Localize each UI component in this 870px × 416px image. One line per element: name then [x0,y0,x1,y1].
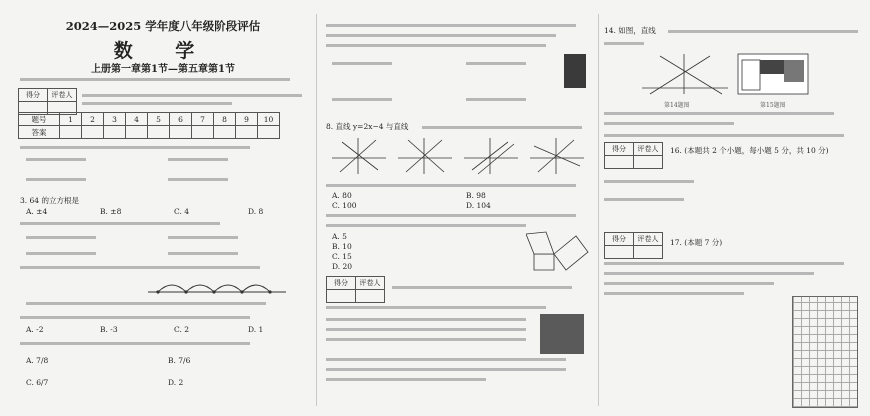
answer-number: 3 [104,113,126,126]
number-line-figure [148,274,288,300]
question-14-figure [640,52,730,96]
question-number-line-options-placeholder [26,302,266,305]
answer-number: 5 [148,113,170,126]
column-divider [316,14,317,406]
question-7-option-placeholder [332,62,392,65]
question-1-option-placeholder [26,158,86,161]
section-three-heading-placeholder [604,134,844,137]
column-middle [326,0,594,416]
answer-number: 7 [192,113,214,126]
question-16-placeholder [604,198,684,201]
answer-cell[interactable] [126,126,148,139]
question-5-option-a[interactable]: A. -2 [26,325,44,334]
question-14: 14. 如图，直线 [604,26,656,35]
question-4-option-placeholder [26,252,96,255]
answer-number: 9 [236,113,258,126]
question-9-option-a[interactable]: A. 80 [332,191,352,200]
answer-cell[interactable] [214,126,236,139]
question-10-option-c[interactable]: C. 15 [332,252,352,261]
question-3-option-c[interactable]: C. 4 [174,207,190,216]
question-1-option-placeholder [168,158,228,161]
question-17: 17. (本题 7 分) [670,238,723,247]
answer-cell[interactable] [60,126,82,139]
question-17-placeholder [604,282,774,285]
answer-number: 6 [170,113,192,126]
score-label: 得分 [19,89,48,102]
question-10-figure [526,226,590,272]
question-3: 3. 64 的立方根是 [20,196,79,205]
question-16-placeholder [604,180,694,183]
question-7-option-placeholder [466,98,526,101]
question-10-placeholder [326,224,526,227]
grader-label: 评卷人 [634,233,663,246]
question-number-line-placeholder [20,266,260,269]
figure-14-caption: 第14题图 [664,102,690,109]
question-9-option-b[interactable]: B. 98 [466,191,486,200]
question-4-option-placeholder [168,252,238,255]
answer-cell[interactable] [170,126,192,139]
question-9-placeholder [326,184,576,187]
question-6-option-c[interactable]: C. 6/7 [26,378,49,387]
score-label: 得分 [327,277,356,290]
question-3-option-a[interactable]: A. ±4 [26,207,48,216]
grader-label: 评卷人 [356,277,385,290]
question-14-placeholder [604,42,644,45]
question-8-graphs [328,136,592,176]
section-one-heading-placeholder [82,102,232,105]
score-cell[interactable] [605,156,634,169]
question-7-placeholder [326,34,556,37]
answer-number: 8 [214,113,236,126]
question-3-option-d[interactable]: D. 8 [248,207,264,216]
figure-15-caption: 第15题图 [760,102,786,109]
answer-number: 2 [82,113,104,126]
grader-cell[interactable] [356,290,385,303]
answer-number: 1 [60,113,82,126]
question-10-option-b[interactable]: B. 10 [332,242,352,251]
question-12-placeholder [326,318,526,321]
question-10-placeholder [326,214,576,217]
question-1-option-placeholder [26,178,86,181]
score-box [326,276,385,303]
coordinate-grid-figure [792,296,858,408]
question-4-option-placeholder [26,236,96,239]
score-box [604,142,663,169]
question-14-placeholder [668,30,858,33]
question-5-placeholder [20,316,250,319]
section-one-heading-placeholder [82,94,302,97]
question-15-figure [736,52,810,98]
question-7-option-placeholder [466,62,526,65]
exam-year-heading: 2024—2025 学年度八年级阶段评估 [65,19,261,33]
question-8: 8. 直线 y=2x−4 与直线 [326,122,409,131]
column-divider [598,14,599,406]
score-label: 得分 [605,143,634,156]
answer-table [18,112,280,139]
answer-table-header: 题号 [19,113,60,126]
grader-cell[interactable] [634,246,663,259]
answer-cell[interactable] [82,126,104,139]
answer-cell[interactable] [192,126,214,139]
answer-number: 10 [258,113,280,126]
score-box [18,88,77,115]
question-13-placeholder [326,368,566,371]
question-7-placeholder [326,24,576,27]
question-9-option-c[interactable]: C. 100 [332,201,357,210]
question-12-photo [540,314,584,354]
exam-title: 数 学 [113,40,213,62]
answer-cell[interactable] [104,126,126,139]
question-9-option-d[interactable]: D. 104 [466,201,491,210]
grader-label: 评卷人 [48,89,77,102]
question-1-option-placeholder [168,178,228,181]
book-illustration [564,54,586,88]
exam-instructions-placeholder [20,78,290,81]
question-4-option-placeholder [168,236,238,239]
grader-label: 评卷人 [634,143,663,156]
score-label: 得分 [605,233,634,246]
question-13-placeholder [326,358,566,361]
column-left [18,0,308,416]
question-17-placeholder [604,262,844,265]
exam-scope: 上册第一章第1节—第五章第1节 [91,64,235,75]
question-6-placeholder [20,342,250,345]
question-17-placeholder [604,292,744,295]
answer-row-label: 答案 [19,126,60,139]
score-cell[interactable] [605,246,634,259]
question-7-placeholder [326,44,546,47]
score-cell[interactable] [327,290,356,303]
question-13-placeholder [326,378,486,381]
question-10-option-d[interactable]: D. 20 [332,262,353,271]
question-4-placeholder [20,222,220,225]
question-7-option-placeholder [332,98,392,101]
section-two-heading-placeholder [392,286,572,289]
question-8-placeholder [422,126,582,129]
question-5-option-d[interactable]: D. 1 [248,325,264,334]
question-15-placeholder [604,112,834,115]
question-6-option-d[interactable]: D. 2 [168,378,184,387]
question-10-option-a[interactable]: A. 5 [332,232,347,241]
question-5-option-b[interactable]: B. -3 [100,325,118,334]
score-box [604,232,663,259]
question-12-placeholder [326,328,526,331]
question-11-placeholder [326,306,546,309]
question-6-option-a[interactable]: A. 7/8 [26,356,49,365]
question-12-placeholder [326,338,526,341]
answer-cell[interactable] [148,126,170,139]
question-15-placeholder [604,122,734,125]
answer-number: 4 [126,113,148,126]
question-3-option-b[interactable]: B. ±8 [100,207,122,216]
grader-cell[interactable] [634,156,663,169]
question-16: 16. (本题共 2 个小题，每小题 5 分，共 10 分) [670,146,829,155]
question-5-option-c[interactable]: C. 2 [174,325,190,334]
question-1-placeholder [20,146,250,149]
question-6-option-b[interactable]: B. 7/6 [168,356,191,365]
answer-cell[interactable] [258,126,280,139]
answer-cell[interactable] [236,126,258,139]
question-17-placeholder [604,272,814,275]
